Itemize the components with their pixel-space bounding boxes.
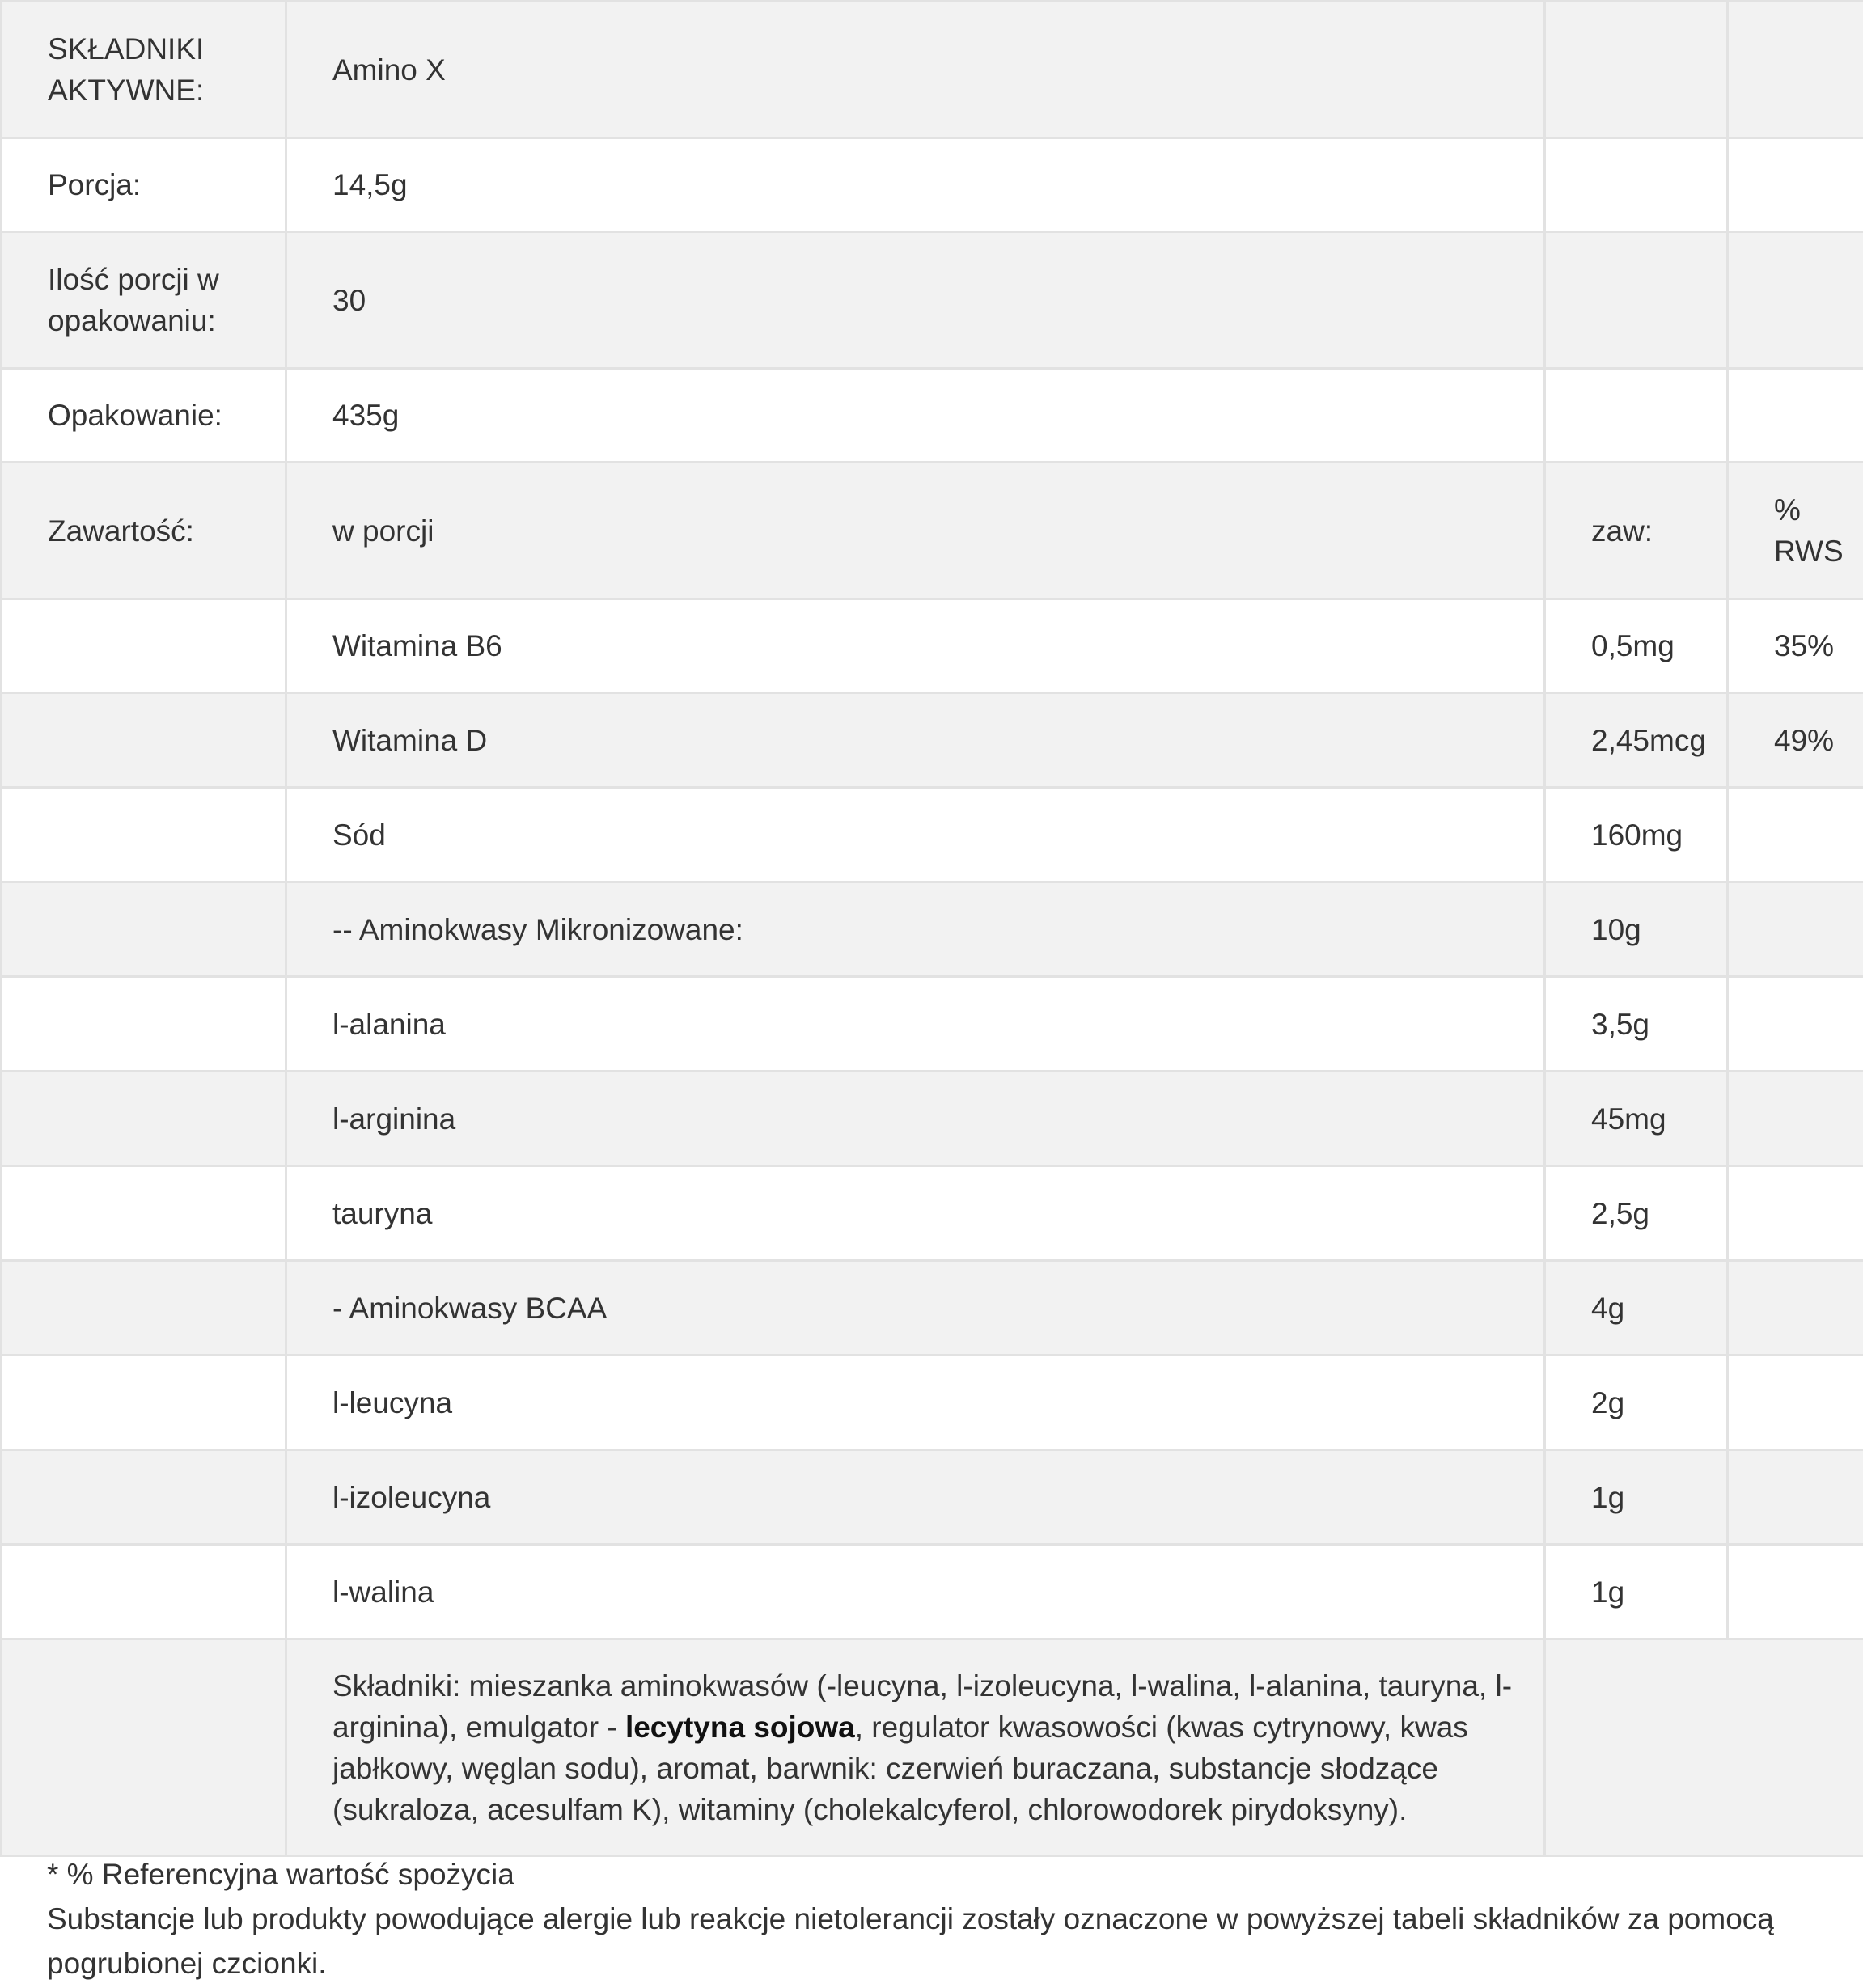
rws-column-header: % RWS [1728,463,1863,599]
nutrient-name: tauryna [286,1166,1545,1261]
nutrient-name: Sód [286,788,1545,882]
nutrient-name: Witamina D [286,693,1545,788]
info-row-package [2,369,1863,463]
nutrient-row [2,788,1863,882]
empty-cell [2,1166,286,1261]
nutrient-amount: 1g [1545,1545,1728,1639]
empty-cell [2,1072,286,1166]
info-value: 14,5g [286,138,1545,232]
nutrient-rws [1728,882,1863,977]
nutrient-rws: 35% [1728,599,1863,693]
empty-cell [1545,138,1728,232]
nutrient-amount: 10g [1545,882,1728,977]
nutrient-name: l-walina [286,1545,1545,1639]
nutrient-name: l-leucyna [286,1356,1545,1450]
allergen-bold-text: lecytyna sojowa [625,1710,855,1744]
nutrient-name: Witamina B6 [286,599,1545,693]
nutrient-amount: 3,5g [1545,977,1728,1072]
nutrient-row [2,1356,1863,1450]
nutrient-row [2,599,1863,693]
empty-cell [1545,369,1728,463]
info-label: Opakowanie: [2,369,286,463]
nutrition-table-body [2,2,1863,1856]
amount-column-header: zaw: [1545,463,1728,599]
nutrient-amount: 45mg [1545,1072,1728,1166]
empty-cell [2,1261,286,1356]
nutrient-rws [1728,1166,1863,1261]
content-label: Zawartość: [2,463,286,599]
header-empty-cell [1728,2,1863,138]
nutrient-rws [1728,1072,1863,1166]
header-row [2,2,1863,138]
nutrient-amount: 0,5mg [1545,599,1728,693]
nutrient-amount: 160mg [1545,788,1728,882]
empty-cell [2,693,286,788]
nutrient-rws: 49% [1728,693,1863,788]
empty-cell [2,882,286,977]
nutrient-row [2,1545,1863,1639]
nutrient-amount: 2,5g [1545,1166,1728,1261]
nutrient-name: l-izoleucyna [286,1450,1545,1545]
footer-notes [47,1852,1827,1986]
nutrient-row [2,977,1863,1072]
reference-intake-note: * % Referencyjna wartość spożycia [47,1858,514,1891]
header-empty-cell [1545,2,1728,138]
nutrient-row [2,1261,1863,1356]
empty-cell [1728,369,1863,463]
nutrient-name: l-arginina [286,1072,1545,1166]
nutrient-row [2,1072,1863,1166]
allergen-note: Substancje lub produkty powodujące alergie lub reakcje nietolerancji zostały oznaczone w powyższej tabeli składników za pomocą pogrubionej czcionki. [47,1902,1774,1980]
nutrient-row [2,1166,1863,1261]
info-label: Ilość porcji w opakowaniu: [2,232,286,369]
nutrient-rws [1728,1261,1863,1356]
per-serving-label: w porcji [286,463,1545,599]
nutrient-rws [1728,1356,1863,1450]
nutrient-name: -- Aminokwasy Mikronizowane: [286,882,1545,977]
empty-cell [1728,232,1863,369]
ingredients-row [2,1639,1863,1856]
nutrient-amount: 4g [1545,1261,1728,1356]
empty-cell [2,1356,286,1450]
nutrient-rws [1728,977,1863,1072]
empty-cell [2,1639,286,1856]
nutrient-row [2,693,1863,788]
empty-cell [2,1450,286,1545]
empty-cell [2,1545,286,1639]
empty-cell [2,977,286,1072]
nutrient-name: - Aminokwasy BCAA [286,1261,1545,1356]
nutrient-row [2,882,1863,977]
empty-cell [1545,232,1728,369]
ingredients-text-before: Składniki: mieszanka aminokwasów (-leucyna, l-izoleucyna, l-walina, l-alanina, tauryna, l-arginina), emulgator - [332,1669,1513,1744]
nutrient-rws [1728,788,1863,882]
nutrient-row [2,1450,1863,1545]
nutrient-rws [1728,1450,1863,1545]
nutrient-amount: 2,45mcg [1545,693,1728,788]
info-value: 30 [286,232,1545,369]
ingredients-text-after: , regulator kwasowości (kwas cytrynowy, kwas jabłkowy, węglan sodu), aromat, barwnik: czerwień buraczana, substancje słodzące (sukraloza, acesulfam K), witaminy (cholekalcyferol, chlorowodorek pirydoksyny). [332,1710,1468,1826]
info-value: 435g [286,369,1545,463]
nutrient-rws [1728,1545,1863,1639]
nutrient-amount: 1g [1545,1450,1728,1545]
nutrient-amount: 2g [1545,1356,1728,1450]
ingredients-empty-cell [1545,1639,1863,1856]
content-header-row [2,463,1863,599]
empty-cell [2,788,286,882]
ingredients-text [286,1639,1545,1856]
info-row-serving [2,138,1863,232]
info-row-servings-per-pack [2,232,1863,369]
empty-cell [1728,138,1863,232]
nutrient-name: l-alanina [286,977,1545,1072]
info-label: Porcja: [2,138,286,232]
product-name: Amino X [286,2,1545,138]
active-ingredients-label: SKŁADNIKI AKTYWNE: [2,2,286,138]
empty-cell [2,599,286,693]
